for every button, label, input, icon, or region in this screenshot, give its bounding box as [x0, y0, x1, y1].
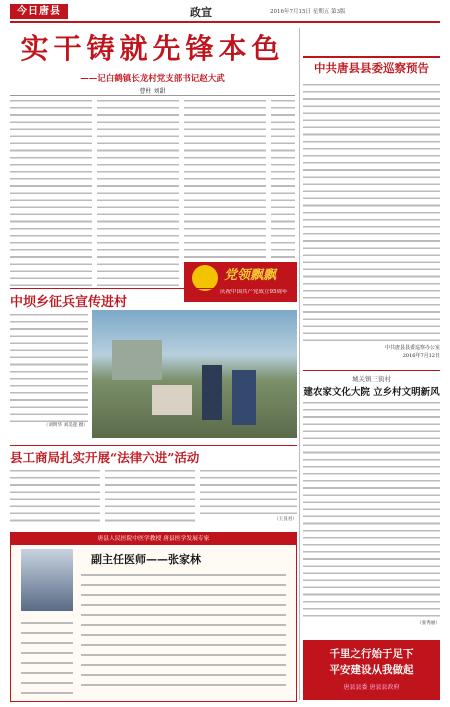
- paper-logo: 今日唐县: [10, 4, 68, 19]
- notice-date: 2016年7月12日: [402, 353, 440, 359]
- banner-line2: 庆祝中国共产党成立95周年: [220, 289, 288, 295]
- party-banner: [184, 262, 297, 302]
- slogan-line1: 千里之行始于足下: [329, 648, 414, 660]
- culture-byline: （张秀丽）: [417, 621, 440, 626]
- photo-title: 中坝乡征兵宣传进村: [10, 295, 128, 310]
- doctor-portrait: [21, 549, 73, 611]
- lead-body-col2: [97, 98, 179, 288]
- house-shape: [112, 340, 162, 380]
- photo-credit: （刘明华 刘美莲 摄）: [43, 423, 88, 428]
- photo-caption: [10, 312, 88, 432]
- slogan-line2: 平安建设从我做起: [329, 664, 414, 676]
- notice-top-rule: [303, 56, 440, 58]
- safety-slogan: [303, 640, 440, 700]
- culture-title: 建农家文化大院 立乡村文明新风: [303, 387, 440, 398]
- middle-body-col1: [10, 468, 100, 528]
- doctor-name: 副主任医师——张家林: [91, 553, 201, 566]
- doctor-ad-body: [81, 571, 286, 691]
- poster-board: [152, 385, 192, 415]
- header-rule: [10, 21, 440, 23]
- culture-rule: [303, 370, 440, 371]
- slogan-line3: 唐县县委 唐县县政府: [343, 684, 400, 691]
- doctor-ad: [10, 532, 297, 702]
- lead-body-col4: [271, 98, 295, 258]
- middle-body-col3: [200, 468, 297, 528]
- notice-body: [303, 82, 440, 342]
- middle-title: 县工商局扎实开展“法律六进”活动: [10, 450, 200, 465]
- lead-rule: [10, 95, 295, 96]
- doctor-ad-top: 唐县人民医院中医学教授 唐县医学发展专家: [11, 533, 296, 545]
- photo-rule: [10, 288, 297, 289]
- lead-byline: 曹柱 刘甜: [139, 88, 166, 95]
- middle-rule: [10, 445, 297, 446]
- person-figure: [202, 365, 222, 420]
- lead-body-col1: [10, 98, 92, 288]
- middle-byline: （王良君）: [274, 517, 297, 522]
- lead-body-col3: [184, 98, 266, 258]
- culture-column-tag: 城关镇三街村: [352, 375, 391, 383]
- person-figure: [232, 370, 256, 425]
- notice-title: 中共唐县县委巡察预告: [314, 61, 429, 75]
- banner-line1: 党领飘飘: [224, 268, 277, 283]
- section-title: 政宣: [190, 6, 212, 19]
- recruitment-photo: [92, 310, 297, 438]
- lead-title: 实干铸就先锋本色: [20, 32, 285, 65]
- doctor-ad-body-left: [21, 619, 73, 694]
- column-divider: [299, 28, 300, 700]
- date-line: 2016年7月15日 星期五 第3版: [270, 9, 346, 15]
- lead-subtitle: ——记白鹤镇长龙村党支部书记赵大武: [80, 74, 225, 84]
- notice-signature: 中共唐县县委巡察办公室: [384, 345, 440, 351]
- middle-body-col2: [105, 468, 195, 528]
- culture-body: [303, 400, 440, 630]
